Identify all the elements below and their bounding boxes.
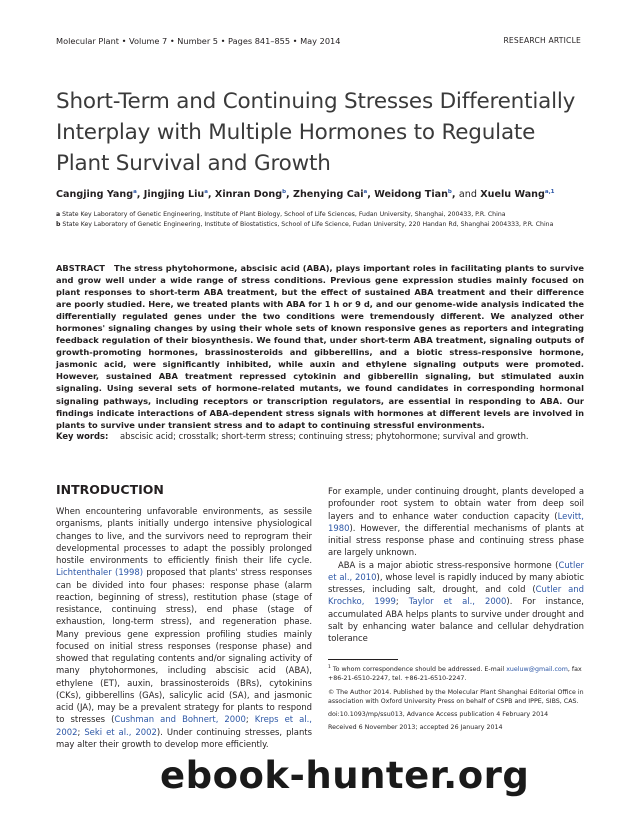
correspondence-text: To whom correspondence should be addressed. E-mail — [332, 666, 505, 674]
title-line-2: Interplay with Multiple Hormones to Regulate — [56, 120, 536, 145]
body-text: ; — [245, 714, 249, 725]
body-text: ). Under continuing stresses, plants may alter their growth to develop more efficiently. — [56, 726, 312, 749]
affiliation-text: State Key Laboratory of Genetic Engineering, Institute of Plant Biology, School of Life Sciences, Fudan University, Shanghai, 200433, P.R. China — [62, 211, 506, 218]
body-text: ). For instance, accumulated ABA helps plants to survive under drought and salt by enhancing water balance and cellular dehydration tolerance — [328, 596, 584, 643]
authors-and: and — [458, 189, 477, 201]
author-affiliation-mark[interactable]: b — [447, 189, 452, 195]
affiliation-letter: a — [56, 211, 61, 218]
citation-link[interactable]: Cushman and Bohnert, 2000 — [114, 714, 246, 725]
affiliation-text: State Key Laboratory of Genetic Engineering, Institute of Biostatistics, School of Life Science, Fudan University, 220 Handan Rd, Shanghai 2004333, P.R. China — [62, 220, 554, 228]
footnote-mark: 1 — [328, 665, 331, 670]
intro-column-left — [56, 505, 312, 750]
affiliation-a — [56, 210, 584, 220]
author-name[interactable]: Jingjing Liu — [143, 189, 205, 201]
citation-link[interactable]: Cutler et al., 2010 — [328, 559, 584, 582]
author-name[interactable]: Xuelu Wang — [480, 189, 545, 201]
footnote-divider — [328, 659, 398, 660]
keywords — [56, 431, 529, 441]
citation-link[interactable]: Levitt, 1980 — [328, 510, 584, 533]
citation-link[interactable]: Taylor et al., 2000 — [408, 596, 507, 607]
citation-link[interactable]: Seki et al., 2002 — [84, 726, 157, 737]
author-separator: , — [136, 189, 144, 201]
section-heading-introduction: INTRODUCTION — [56, 482, 164, 497]
author-affiliation-mark[interactable]: a,1 — [544, 189, 555, 195]
watermark-text: ebook-hunter.org — [160, 754, 530, 797]
author-separator: , — [367, 189, 375, 201]
author-list — [56, 189, 555, 200]
body-text: ). However, the differential mechanisms of plants at initial stress response phase and continuing stress phase are largely unknown. — [328, 522, 584, 558]
correspondence-note — [328, 663, 584, 684]
body-text: For example, under continuing drought, plants developed a profounder root system to obtain water from deep soil layers and to enhance water conduction capacity ( — [328, 486, 584, 521]
body-text: ), whose level is rapidly induced by many abiotic stresses, including salt, drought, and cold ( — [328, 571, 585, 594]
keywords-label: Key words: — [56, 431, 109, 441]
affiliation-letter: b — [56, 220, 61, 228]
title-line-3: Plant Survival and Growth — [56, 151, 331, 176]
abstract — [56, 262, 584, 431]
author-affiliation-mark[interactable]: a — [363, 189, 368, 195]
author-name[interactable]: Zhenying Cai — [293, 189, 364, 201]
keywords-text: abscisic acid; crosstalk; short-term stress; continuing stress; phytohormone; survival and growth. — [120, 431, 529, 441]
abstract-text: The stress phytohormone, abscisic acid (ABA), plays important roles in facilitating plants to survive and grow well under a wide range of stress conditions. Previous gene expression studies mainly focused on plant responses to short-term ABA treatment, but the effect of sustained ABA treatment and their difference are poorly studied. Here, we treated plants with ABA for 1 h or 9 d, and our genome-wide analysis indicated the differentially regulated genes under the two conditions were tremendously different. We analyzed other hormones' signaling changes by using their whole sets of known responsive genes as reporters and integrating feedback regulation of their biosynthesis. We found that, under short-term ABA treatment, signaling outputs of growth-promoting hormones, brassinosteroids and gibberellins, and a biotic stress-responsive hormone, jasmonic acid, were significantly inhibited, while auxin and ethylene signaling outputs were promoted. However, sustained ABA treatment repressed cytokinin and gibberellin signaling, but stimulated auxin signaling. Using several sets of hormone-related mutants, we found candidates in corresponding hormonal signaling pathways, including receptors or transcription regulators, are essential in responding to ABA. Our findings indicate interactions of ABA-dependent stress signals with hormones at different levels are involved in plants to survive under transient stress and to adapt to continuing stressful environments. — [56, 263, 584, 430]
citation-link[interactable]: Lichtenthaler (1998) — [56, 567, 144, 578]
author-name[interactable]: Cangjing Yang — [56, 189, 134, 201]
intro-column-right — [328, 485, 584, 644]
citation-link[interactable]: Kreps et al., 2002 — [56, 714, 312, 737]
author-name[interactable]: Xinran Dong — [214, 189, 283, 201]
abstract-label: ABSTRACT — [56, 263, 105, 273]
journal-info: Molecular Plant • Volume 7 • Number 5 • Pages 841–855 • May 2014 — [56, 36, 341, 46]
received-note: Received 6 November 2013; accepted 26 January 2014 — [328, 724, 503, 732]
copyright-note: © The Author 2014. Published by the Molecular Plant Shanghai Editorial Office in association with Oxford University Press on behalf of CSPB and IPPE, SIBS, CAS. — [328, 688, 584, 705]
title-line-1: Short-Term and Continuing Stresses Differentially — [56, 89, 576, 114]
body-text: ; — [77, 726, 81, 737]
body-text: ; — [395, 596, 399, 607]
paper-title — [56, 86, 596, 179]
footnotes — [328, 663, 584, 736]
author-affiliation-mark[interactable]: b — [282, 189, 287, 195]
author-name[interactable]: Weidong Tian — [374, 189, 448, 201]
article-type: RESEARCH ARTICLE — [503, 36, 581, 45]
author-separator: , — [286, 189, 294, 201]
doi-note: doi:10.1093/mp/ssu013, Advance Access publication 4 February 2014 — [328, 710, 549, 718]
body-text: When encountering unfavorable environments, as sessile organisms, plants initially undergo intensive physiological changes to live, and the survivors need to reprogram their developmental processes to adapt the possibly prolonged hostile environments to efficiently finish their life cycle. — [56, 506, 312, 565]
affiliations — [56, 210, 584, 229]
fax-text: , fax +86-21-6510-2247, tel. +86-21-6510-2247. — [328, 666, 582, 683]
author-separator: , — [207, 189, 215, 201]
affiliation-b — [56, 220, 584, 230]
body-text: ABA is a major abiotic stress-responsive hormone ( — [338, 559, 559, 570]
paragraph-aba — [328, 559, 584, 645]
author-separator: , — [451, 189, 459, 201]
author-affiliation-mark[interactable]: a — [204, 189, 208, 195]
author-affiliation-mark[interactable]: a — [133, 189, 137, 195]
email-link[interactable]: xueluw@gmail.com — [506, 666, 568, 674]
body-text: proposed that plants' stress responses can be divided into four phases: response phase (alarm reaction, beginning of stress), restitution phase (stage of resistance, continuing stress), end phase (stage of exhaustion, long-term stress), and regeneration phase. Many previous gene expression profiling studies mainly focused on initial stress responses (response phase) and showed that regulating contents and/or signaling activity of many phytohormones, including abscisic acid (ABA), ethylene (ET), auxin, brassinosteroids (BRs), cytokinins (CKs), gibberellins (GAs), salicylic acid (SA), and jasmonic acid (JA), may be a prevalent strategy for plants to respond to stresses ( — [56, 567, 313, 725]
citation-link[interactable]: Cutler and Krochko, 1999 — [328, 584, 585, 607]
